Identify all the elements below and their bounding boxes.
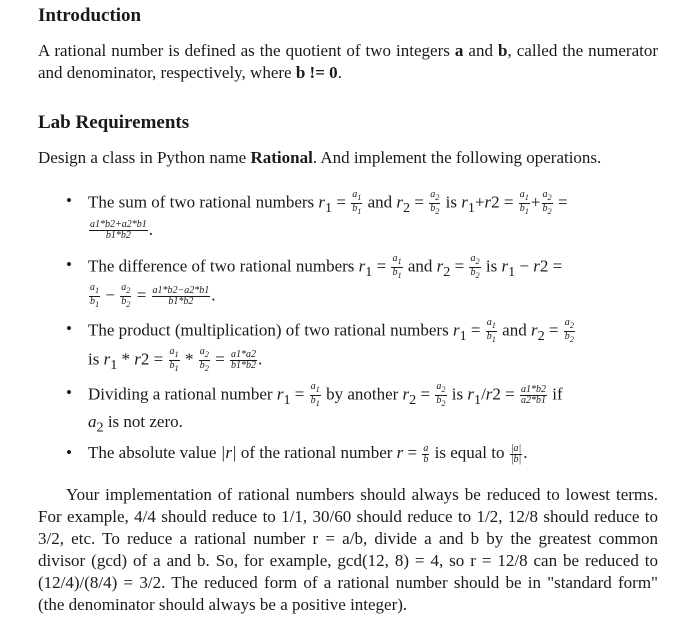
bullet-marker: •: [66, 191, 72, 210]
intro-text-4: .: [337, 63, 342, 82]
lab-text-2: . And implement the following operations.: [312, 148, 602, 167]
div-is: is: [447, 384, 468, 404]
div-result-den: a2*b1: [521, 395, 547, 406]
sum-result-den: b1*b2: [105, 230, 131, 242]
bullet-marker: •: [66, 255, 72, 274]
prod-result-num: a1*a2: [230, 348, 256, 360]
introduction-heading: Introduction: [38, 5, 142, 26]
diff-op: −: [515, 256, 534, 276]
div-op: /: [481, 384, 486, 404]
sum-result-num: a1*b2+a2*b1: [90, 219, 147, 231]
div-tail-var: a: [88, 411, 97, 431]
prod-result-den: b1*b2: [230, 359, 256, 371]
div-if: if: [548, 384, 563, 404]
diff-is: is: [481, 256, 502, 276]
bullet-marker: •: [66, 443, 72, 462]
abs-result-num: |a|: [510, 442, 522, 454]
diff-lead: The difference of two rational numbers: [88, 256, 359, 276]
intro-text-2: and: [463, 41, 499, 60]
div-result-num: a1*b2: [521, 384, 547, 395]
div-tail-text: is not zero.: [103, 411, 183, 431]
div-tail-sub: 2: [96, 419, 104, 436]
introduction-paragraph: [38, 40, 658, 84]
sum-lead: The sum of two rational numbers: [88, 192, 319, 212]
div-by: by another: [321, 384, 403, 404]
diff-result-fraction: [152, 286, 211, 307]
frac-a2-b2: $\frac{a_2}{b_2}$: [430, 189, 440, 216]
abs-mid: of the rational number: [236, 443, 397, 462]
bullet-marker: •: [66, 383, 72, 402]
frac-a2-b2: $\frac{a_2}{b_2}$: [564, 317, 574, 344]
class-name: Rational: [250, 148, 313, 167]
bullet-division: Dividing a rational number $r_1$ = $\frac{a_1}{b_1}$ by another $r_2$ = $\frac{a_2}{b_2}$ is $r_1/r2$ = $\frac{a1*b2}{a2*b1}$ if $a_2$ is not zero.: [88, 381, 563, 436]
lab-requirements-heading: Lab Requirements: [38, 112, 190, 133]
bullet-product: The product (multiplication) of two rational numbers $r_1$ = $\frac{a_1}{b_1}$ and $r_2$ = $\frac{a_2}{b_2}$ is $r_1 * r2$ = $\frac{a_1}{b_1}$ * $\frac{a_2}{b_2}$ = $\frac{a1*a2}{b1*b2}$ .: [88, 317, 574, 373]
frac-a2-b2: $\frac{a_2}{b_2}$: [542, 189, 552, 216]
bullet-absolute: The absolute value |r| of the rational number r = $\frac{a}{b}$ is equal to $\frac{|a|}{|b|}$ .: [88, 442, 528, 465]
intro-var-a: a: [454, 41, 464, 60]
div-lead: Dividing a rational number: [88, 384, 277, 404]
intro-text-3: , called the numerator and denominator, respectively, where: [38, 41, 659, 82]
abs-lead: The absolute value: [88, 443, 221, 462]
frac-a2-b2: $\frac{a_2}{b_2}$: [436, 381, 446, 408]
frac-a1-b1: $\frac{a_1}{b_1}$: [486, 317, 496, 344]
bullet-marker: •: [66, 319, 72, 338]
bullet-sum: The sum of two rational numbers $r_1$ = $\frac{a_1}{b_1}$ and $r_2$ = $\frac{a_2}{b_2}$ is $r_1+r2$ = $\frac{a_1}{b_1}$ + $\frac{a_2}{b_2}$ = $\frac{a1*b2+a2*b1}{b1*b2}$ .: [88, 189, 568, 242]
frac-a-b: $\frac{a}{b}$: [423, 442, 429, 465]
frac-a1-b1: $\frac{a_1}{b_1}$: [352, 189, 362, 216]
prod-lead: The product (multiplication) of two rational numbers: [88, 320, 453, 340]
bullet-difference: The difference of two rational numbers $r_1$ = $\frac{a_1}{b_1}$ and $r_2$ = $\frac{a_2}{b_2}$ is $r_1 - r2$ = $\frac{a_1}{b_1}$ − $\frac{a_2}{b_2}$ = $\frac{a1*b2-a2*b1}{b1*b2}$ .: [88, 253, 563, 309]
frac-a2-b2: $\frac{a_2}{b_2}$: [121, 281, 131, 309]
intro-condition: b != 0: [295, 63, 338, 82]
abs-result-den: |b|: [510, 453, 522, 465]
frac-a2-b2: $\frac{a_2}{b_2}$: [470, 253, 480, 280]
frac-a1-b1: $\frac{a_1}{b_1}$: [90, 281, 100, 309]
sum-is: is: [441, 192, 462, 212]
closing-paragraph: Your implementation of rational numbers should always be reduced to lowest terms. For example, 4/4 should reduce to 1/1, 30/60 should reduce to 1/2, 12/8 should reduce to 3/2, etc. To reduce a rational number r = a/b, divide a and b by the greatest common divisor (gcd) of a and b. So, for example, gcd(12, 8) = 4, so r = 12/8 can be reduced to (12/4)/(8/4) = 3/2. The reduced form of a rational number should be in "standard form" (the denominator should always be a positive integer).: [38, 485, 658, 614]
frac-a2-b2: $\frac{a_2}{b_2}$: [199, 345, 209, 373]
lab-text-1: Design a class in Python name: [38, 148, 251, 167]
frac-a1-b1: $\frac{a_1}{b_1}$: [392, 253, 402, 280]
lab-paragraph: [38, 147, 658, 169]
prod-result-fraction: [230, 350, 257, 371]
intro-text-1: A rational number is defined as the quotient of two integers: [38, 41, 455, 60]
frac-a1-b1: $\frac{a_1}{b_1}$: [310, 381, 320, 408]
abs-eq-to: is equal to: [430, 443, 509, 462]
div-result-fraction: [520, 385, 547, 406]
frac-a1-b1: $\frac{a_1}{b_1}$: [519, 189, 529, 216]
intro-var-b: b: [498, 41, 508, 60]
abs-r: |r|: [220, 443, 237, 462]
frac-a1-b1: $\frac{a_1}{b_1}$: [169, 345, 179, 373]
abs-result-fraction: [510, 444, 523, 465]
diff-result-den: b1*b2: [168, 295, 194, 307]
sum-and: and: [363, 192, 397, 212]
diff-result-num: a1*b2−a2*b1: [152, 284, 210, 296]
sum-result-fraction: [89, 220, 148, 241]
prod-op: *: [117, 349, 135, 369]
